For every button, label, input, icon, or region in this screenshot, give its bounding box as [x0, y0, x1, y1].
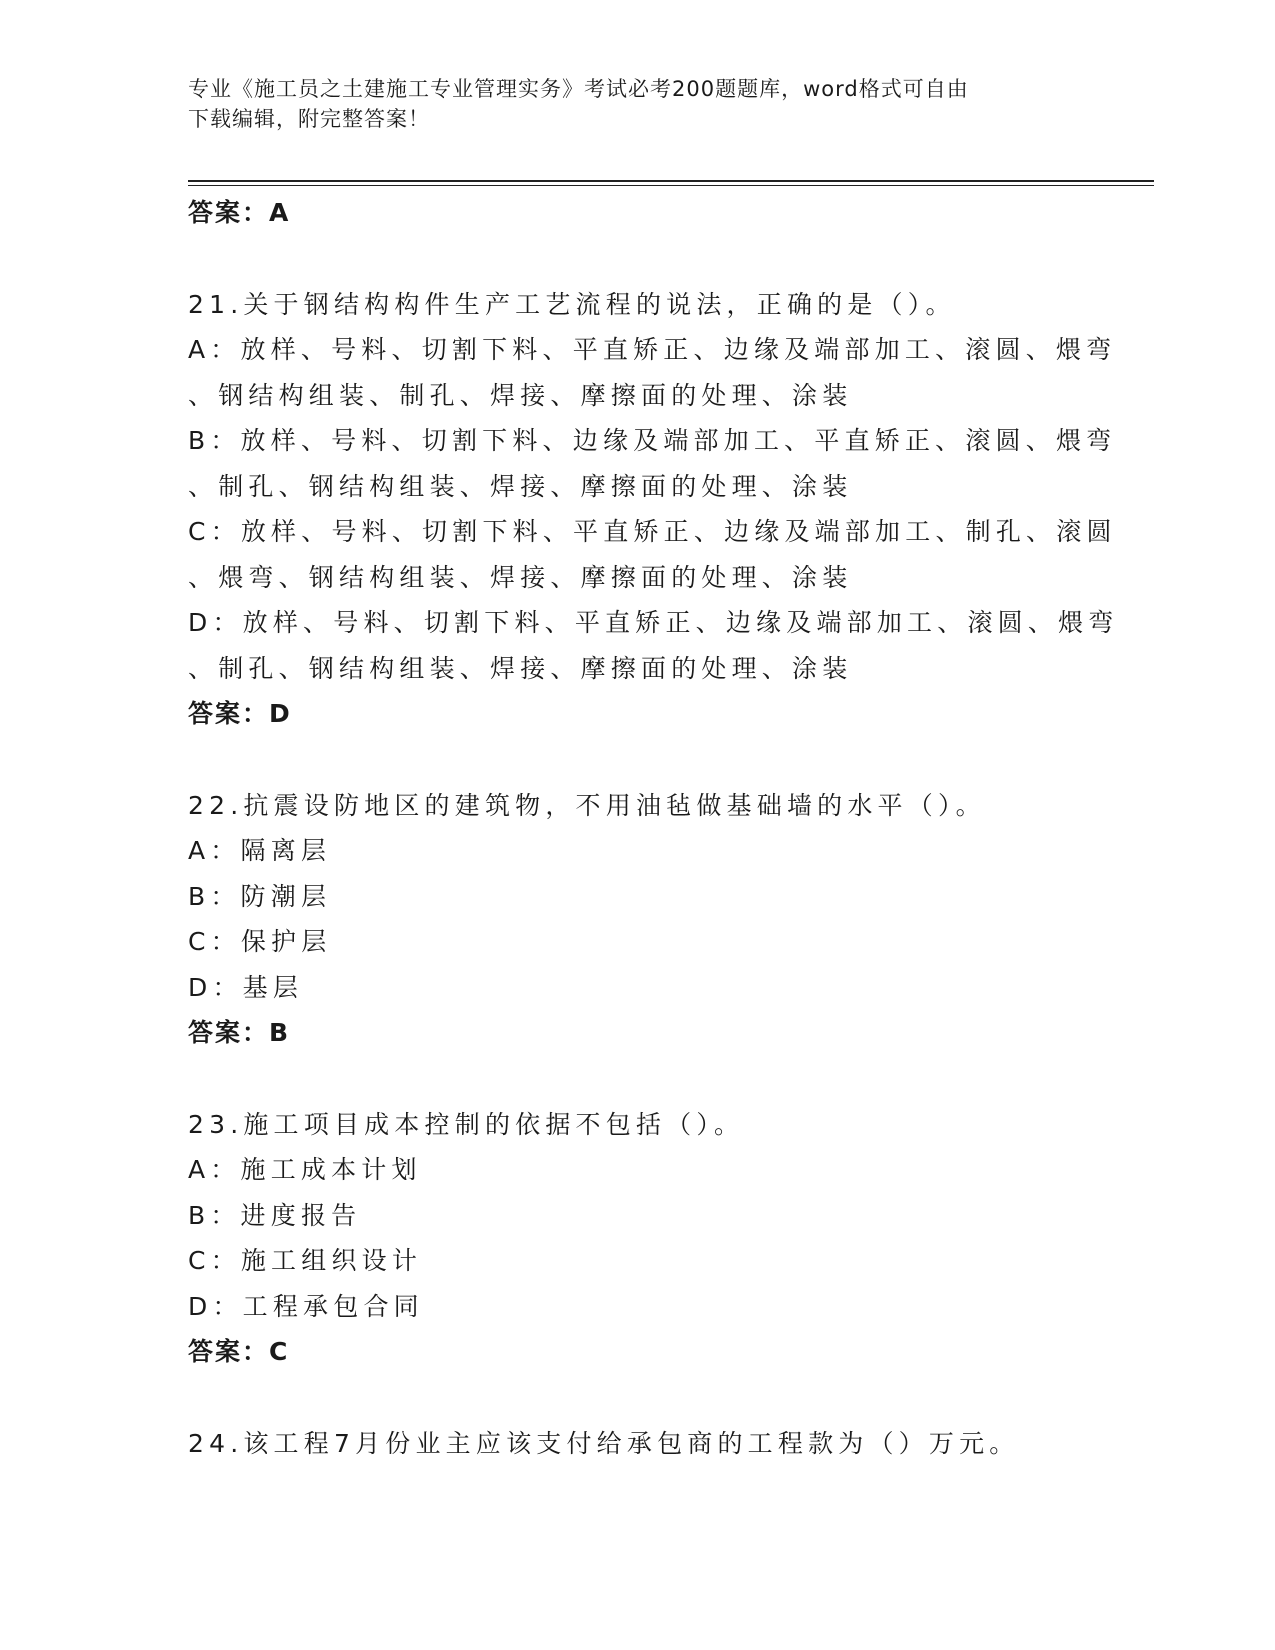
spacer [188, 1375, 1088, 1421]
question-23-text: 23.施工项目成本控制的依据不包括（）。 [188, 1109, 745, 1139]
spacer [188, 1056, 1088, 1102]
option-22-b: B：防潮层 [188, 881, 332, 911]
answer-20: 答案：A [188, 198, 291, 227]
option-23-b: B：进度报告 [188, 1200, 362, 1230]
option-21-d-line-1: D：放样、号料、切割下料、平直矫正、边缘及端部加工、滚圆、煨弯 [188, 608, 1119, 637]
answer-22: 答案：B [188, 1018, 291, 1047]
question-22 [188, 783, 1088, 1056]
header-line-1: 专业《施工员之土建施工专业管理实务》考试必考200题题库，word格式可自由 [188, 77, 969, 101]
option-22-a: A：隔离层 [188, 836, 332, 865]
spacer [188, 737, 1088, 783]
option-21-b-line-1: B：放样、号料、切割下料、边缘及端部加工、平直矫正、滚圆、煨弯 [188, 426, 1117, 455]
question-22-text: 22.抗震设防地区的建筑物，不用油毡做基础墙的水平（）。 [188, 790, 986, 820]
question-24-text: 24.该工程7月份业主应该支付给承包商的工程款为（）万元。 [188, 1428, 1020, 1458]
option-22-c: C：保护层 [188, 927, 332, 956]
spacer [188, 236, 1088, 282]
answer-23: 答案：C [188, 1337, 290, 1366]
option-23-a: A：施工成本计划 [188, 1155, 422, 1184]
header-line-2: 下载编辑，附完整答案！ [188, 107, 430, 131]
option-21-a-line-2: 、钢结构组装、制孔、焊接、摩擦面的处理、涂装 [188, 380, 853, 410]
document-header [188, 74, 1068, 134]
option-21-c-line-2: 、煨弯、钢结构组装、焊接、摩擦面的处理、涂装 [188, 562, 853, 592]
question-list [188, 190, 1119, 1466]
option-23-d: D：工程承包合同 [188, 1291, 424, 1321]
header-divider-thick [188, 180, 1154, 182]
option-23-c: C：施工组织设计 [188, 1246, 423, 1275]
header-divider-thin [188, 185, 1154, 186]
question-24 [188, 1421, 1088, 1467]
answer-21: 答案：D [188, 699, 292, 728]
question-23 [188, 1102, 1088, 1375]
option-21-a-line-1: A：放样、号料、切割下料、平直矫正、边缘及端部加工、滚圆、煨弯 [188, 335, 1117, 364]
option-21-b-line-2: 、制孔、钢结构组装、焊接、摩擦面的处理、涂装 [188, 471, 853, 501]
option-22-d: D：基层 [188, 972, 304, 1002]
option-21-c-line-1: C：放样、号料、切割下料、平直矫正、边缘及端部加工、制孔、滚圆 [188, 517, 1117, 546]
question-21-text: 21.关于钢结构构件生产工艺流程的说法，正确的是（）。 [188, 289, 956, 319]
question-21 [188, 282, 1119, 737]
option-21-d-line-2: 、制孔、钢结构组装、焊接、摩擦面的处理、涂装 [188, 653, 853, 683]
